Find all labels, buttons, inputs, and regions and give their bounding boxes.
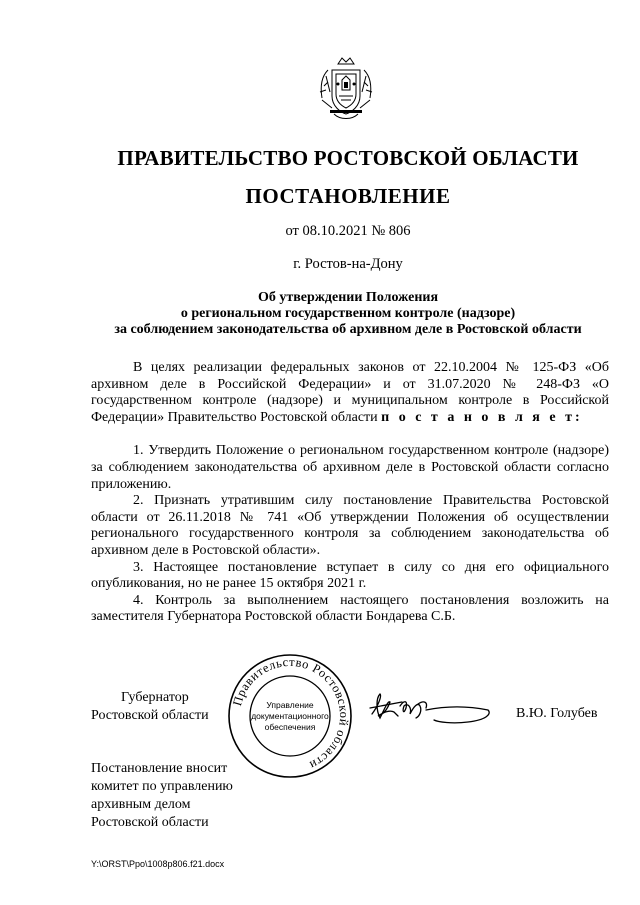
official-stamp: [226, 652, 354, 780]
stamp-inner-line: документационного: [251, 711, 329, 721]
stamp-inner-line: Управление: [266, 700, 314, 710]
item-4: 4. Контроль за выполнением настоящего постановления возложить на заместителя Губернатора Ростовской области Бондарева С.Б.: [91, 592, 609, 625]
file-path: Y:\ORST\Ppo\1008p806.f21.docx: [91, 859, 225, 869]
stamp-outer-text: Правительство Ростовской области: [230, 654, 352, 773]
preamble-text: В целях реализации федеральных законов от 22.10.2004 № 125-ФЗ «Об архивном деле в Российской Федерации» и от 31.07.2020 № 248-ФЗ «О государственном контроле (надзоре) и муниципальном контроле в Российской Федерации» Правительство Ростовской области: [91, 360, 609, 425]
item-1: 1. Утвердить Положение о региональном государственном контроле (надзоре) за соблюдением законодательства об архивном деле в Ростовской области согласно приложению.: [91, 443, 609, 492]
decree-word: п о с т а н о в л я е т:: [381, 409, 583, 425]
subject-line: за соблюдением законодательства об архивном деле в Ростовской области: [114, 322, 582, 337]
submitted-by-line: Ростовской области: [91, 815, 209, 830]
item-2: 2. Признать утратившим силу постановление Правительства Ростовской области от 26.11.2018 № 741 «Об утверждении Положения об осуществлении регионального государственного контроля за соблюдением законодательства об архивном деле в Ростовской области».: [91, 493, 609, 558]
signatory-position-line2: Ростовской области: [91, 707, 209, 723]
organization-title: ПРАВИТЕЛЬСТВО РОСТОВСКОЙ ОБЛАСТИ: [117, 146, 579, 170]
signatory-position-line1: Губернатор: [121, 690, 189, 705]
signatory-name: В.Ю. Голубев: [516, 706, 598, 721]
coat-of-arms-icon: [316, 56, 376, 122]
document-date-number: от 08.10.2021 № 806: [285, 223, 411, 239]
stamp-inner-line: обеспечения: [264, 722, 316, 732]
preamble: [91, 360, 609, 426]
submitted-by-line: архивным делом: [91, 797, 191, 812]
signatory-position: [91, 689, 209, 724]
handwritten-signature: [368, 688, 496, 730]
document-body: [91, 360, 609, 626]
item-3: 3. Настоящее постановление вступает в силу со дня его официального опубликования, но не ранее 15 октября 2021 г.: [91, 559, 609, 592]
document-city: г. Ростов-на-Дону: [293, 256, 403, 272]
subject-line: о региональном государственном контроле (надзоре): [180, 306, 516, 321]
submitted-by-line: Постановление вносит: [91, 761, 228, 776]
document-type: ПОСТАНОВЛЕНИЕ: [245, 184, 451, 208]
document-subject: [0, 290, 640, 338]
subject-line: Об утверждении Положения: [257, 290, 439, 305]
submitted-by: [91, 760, 233, 832]
submitted-by-line: комитет по управлению: [91, 779, 233, 794]
